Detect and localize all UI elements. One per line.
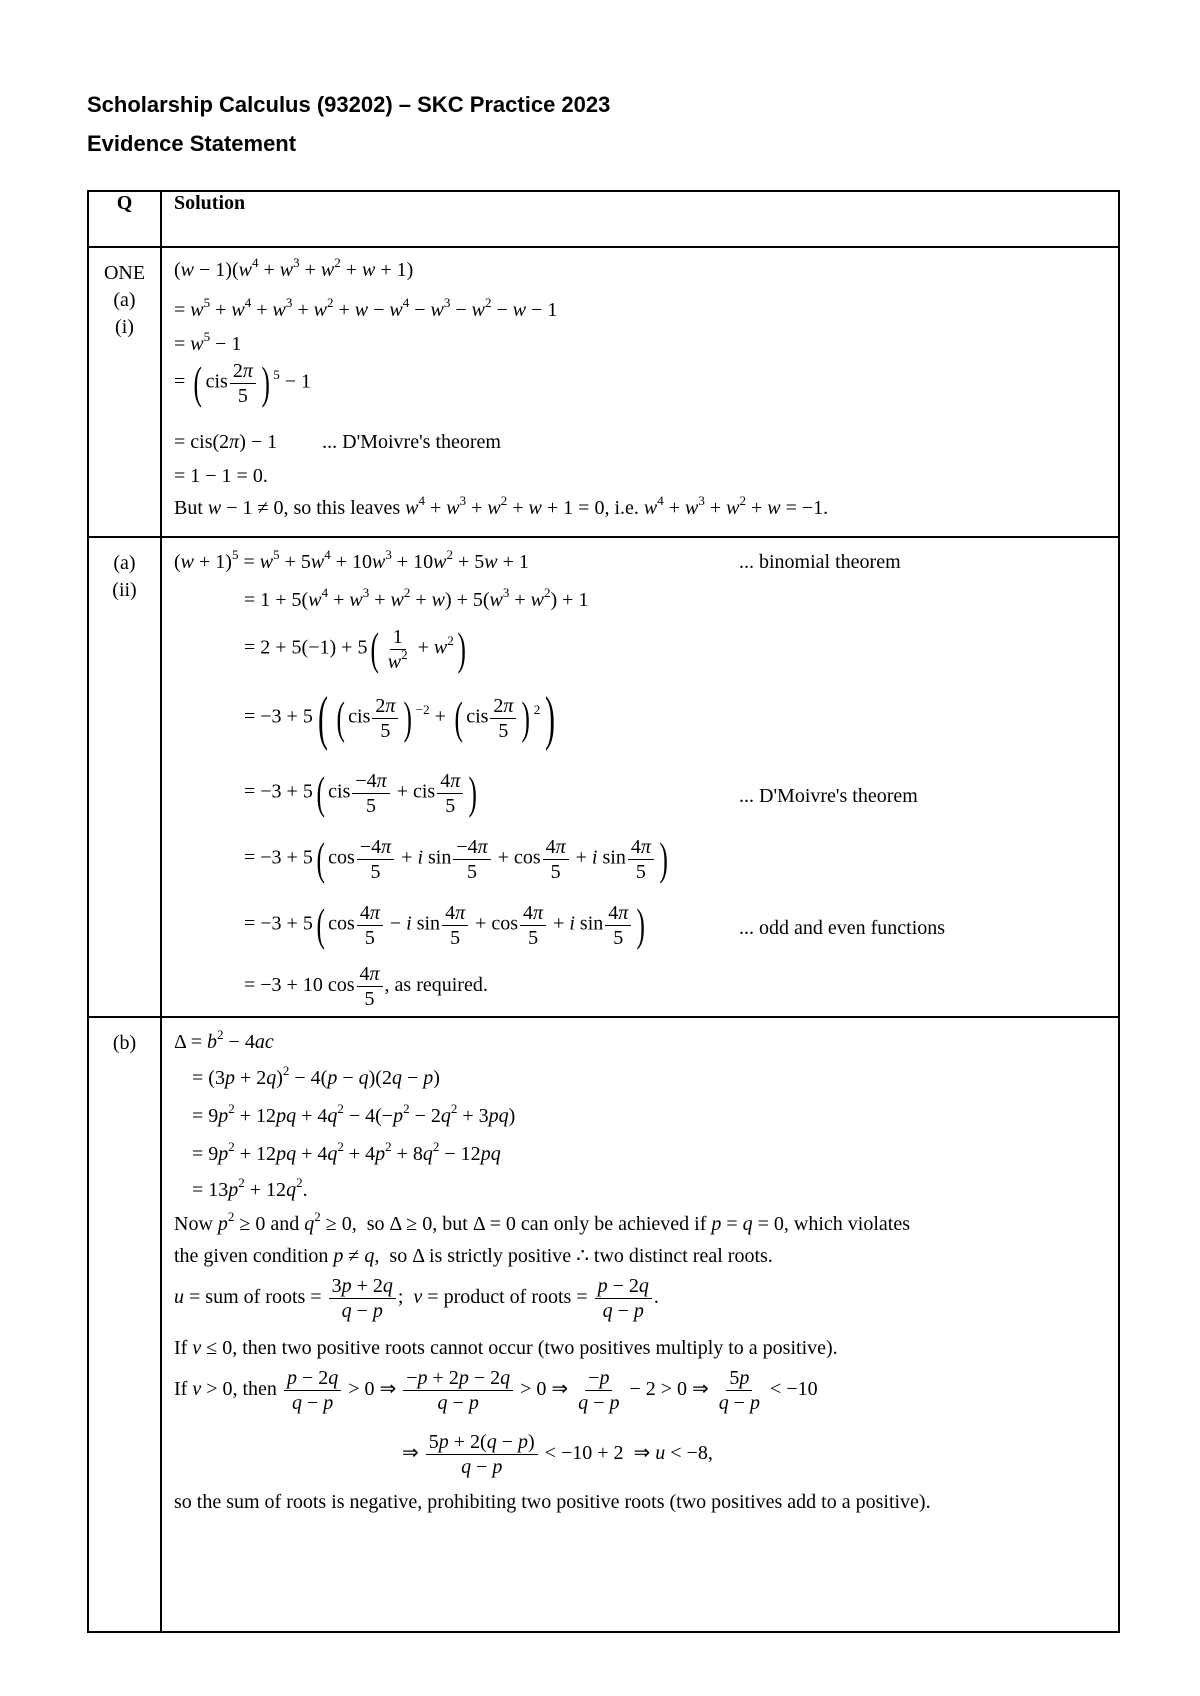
math-line: = −3 + 5( cis $\frac{-4\pi}{5}$ + cis $\frac{4\pi}{5}$ ) xyxy=(244,767,478,818)
page-title: Scholarship Calculus (93202) – SKC Practice 2023 xyxy=(87,92,611,117)
math-line: If v ≤ 0, then two positive roots cannot occur (two positives multiply to a positive). xyxy=(174,1337,838,1359)
math-line: = $9p^2 + 12pq + 4q^2 + 4p^2 + 8q^2 - 12pq$ xyxy=(192,1139,501,1165)
math-line: = $w^5 - 1$ xyxy=(174,329,242,355)
annotation: ... D'Moivre's theorem xyxy=(739,785,918,807)
table-row xyxy=(88,1017,1119,1632)
math-line: = 2 + 5(−1) + 5( $\frac{1}{w^2}$ + $w^2$) xyxy=(244,623,466,674)
column-header-q: Q xyxy=(88,191,161,247)
math-line: $(w - 1)(w^4 + w^3 + w^2 + w + 1)$ xyxy=(174,255,414,281)
math-line: = $13p^2 + 12q^2$. xyxy=(192,1175,308,1201)
math-line: ⇒ $\frac{5p + 2(q - p)}{q - p}$ < −10 + 2 ⇒ u < −8, xyxy=(402,1431,713,1478)
math-line: the given condition p ≠ q, so Δ is strictly positive ∴ two distinct real roots. xyxy=(174,1245,773,1267)
math-line: so the sum of roots is negative, prohibiting two positive roots (two positives add to a positive). xyxy=(174,1491,931,1513)
math-line: = ( cis $\frac{2\pi}{5}$ ) $^5$ − 1 xyxy=(174,357,311,408)
page-subtitle: Evidence Statement xyxy=(87,131,297,156)
question-label: (a) (ii) xyxy=(88,537,161,1017)
math-line: u = sum of roots = $\frac{3p + 2q}{q - p}$ ; v = product of roots = $\frac{p - 2q}{q - p}$ . xyxy=(174,1275,659,1322)
math-line: If v > 0, then $\frac{p - 2q}{q - p}$ > 0 ⇒ $\frac{-p + 2p - 2q}{q - p}$ > 0 ⇒ $\frac{-p}{q - p}$ − 2 > 0 ⇒ $\frac{5p}{q - p}$ < −10 xyxy=(174,1367,818,1414)
math-line: $(w + 1)^5 = w^5 + 5w^4 + 10w^3 + 10w^2 + 5w + 1$ xyxy=(174,547,529,573)
column-header-solution: Solution xyxy=(161,191,1119,247)
math-line: = 1 − 1 = 0. xyxy=(174,465,268,487)
table-header-row xyxy=(88,191,1119,247)
math-line: = −3 + 5( ( cis $\frac{2\pi}{5}$ ) $^{-2}$ + ( cis $\frac{2\pi}{5}$ ) $^2$) xyxy=(244,685,556,751)
math-line: = $9p^2 + 12pq + 4q^2 - 4(-p^2 - 2q^2 + 3pq)$ xyxy=(192,1101,516,1127)
math-line: = −3 + 10 cos $\frac{4\pi}{5}$ , as required. xyxy=(244,963,488,1010)
math-line: = $1 + 5(w^4 + w^3 + w^2 + w) + 5(w^3 + w^2) + 1$ xyxy=(244,585,589,611)
table-row xyxy=(88,247,1119,537)
math-line: = −3 + 5( cos $\frac{4\pi}{5}$ − i sin $\frac{4\pi}{5}$ + cos $\frac{4\pi}{5}$ + i sin $\frac{4\pi}{5}$ ) xyxy=(244,899,646,950)
math-line: Now $p^2 \ge 0$ and $q^2 \ge 0$, so Δ ≥ 0, but Δ = 0 can only be achieved if p = q = 0, which violates xyxy=(174,1209,911,1235)
math-line: = $(3p + 2q)^2 - 4(p - q)(2q - p)$ xyxy=(192,1063,440,1089)
annotation: ... odd and even functions xyxy=(739,917,946,939)
annotation: ... D'Moivre's theorem xyxy=(322,431,501,453)
solution-cell xyxy=(161,537,1119,1017)
solution-cell xyxy=(161,247,1119,537)
math-line: = cis(2π) − 1 ... D'Moivre's theorem xyxy=(174,431,501,453)
evidence-table xyxy=(87,190,1120,1633)
math-line: = −3 + 5( cos $\frac{-4\pi}{5}$ + i sin $\frac{-4\pi}{5}$ + cos $\frac{4\pi}{5}$ + i sin $\frac{4\pi}{5}$ ) xyxy=(244,833,668,884)
annotation: ... binomial theorem xyxy=(739,551,901,573)
solution-cell xyxy=(161,1017,1119,1632)
question-label: (b) xyxy=(88,1017,161,1632)
question-label: ONE (a) (i) xyxy=(88,247,161,537)
math-line: = $w^5 + w^4 + w^3 + w^2 + w - w^4 - w^3 - w^2 - w - 1$ xyxy=(174,295,558,321)
math-line: $\Delta = b^2 - 4ac$ xyxy=(174,1027,274,1053)
math-line: But w − 1 ≠ 0, so this leaves $w^4 + w^3 + w^2 + w + 1 = 0$, i.e. $w^4 + w^3 + w^2 + w = -1$. xyxy=(174,493,829,519)
table-row xyxy=(88,537,1119,1017)
